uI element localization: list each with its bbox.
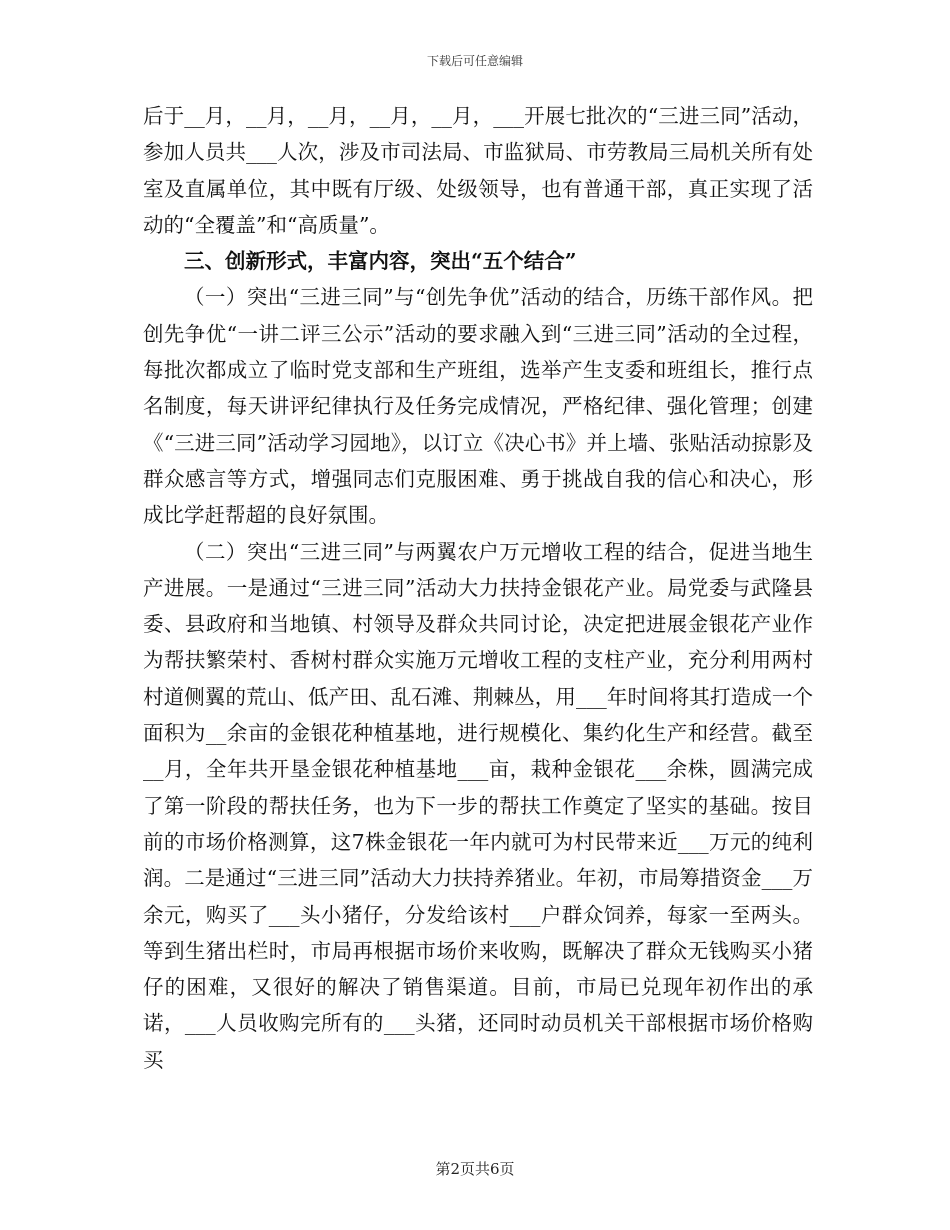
paragraph-item-1: （一）突出“三进三同”与“创先争优”活动的结合，历练干部作风。把创先争优“一讲二评三公示”活动的要求融入到“三进三同”活动的全过程，每批次都成立了临时党支部和生产班组，选举产生支委和班组长，推行点名制度，每天讲评纪律执行及任务完成情况，严格纪律、强化管理；创建《“三进三同”活动学习园地》，以订立《决心书》并上墙、张贴活动掠影及群众感言等方式，增强同志们克服困难、勇于挑战自我的信心和决心，形成比学赶帮超的良好氛围。 xyxy=(143,285,813,528)
document-body xyxy=(143,98,813,1078)
section-heading: 三、创新形式，丰富内容，突出“五个结合” xyxy=(184,249,577,274)
paragraph-item-2: （二）突出“三进三同”与两翼农户万元增收工程的结合，促进当地生产进展。一是通过“三进三同”活动大力扶持金银花产业。局党委与武隆县委、县政府和当地镇、村领导及群众共同讨论，决定把进展金银花产业作为帮扶繁荣村、香树村群众实施万元增收工程的支柱产业，充分利用两村村道侧翼的荒山、低产田、乱石滩、荆棘丛，用___年时间将其打造成一个面积为__余亩的金银花种植基地，进行规模化、集约化生产和经营。截至__月，全年共开垦金银花种植基地___亩，栽种金银花___余株，圆满完成了第一阶段的帮扶任务，也为下一步的帮扶工作奠定了坚实的基础。按目前的市场价格测算，这7株金银花一年内就可为村民带来近___万元的纯利润。二是通过“三进三同”活动大力扶持养猪业。年初，市局筹措资金___万余元，购买了___头小猪仔，分发给该村___户群众饲养，每家一至两头。等到生猪出栏时，市局再根据市场价来收购，既解决了群众无钱购买小猪仔的困难，又很好的解决了销售渠道。目前，市局已兑现年初作出的承诺，___人员收购完所有的___头猪，还同时动员机关干部根据市场价格购买 xyxy=(143,539,813,1072)
page-header: 下载后可任意编辑 xyxy=(426,54,523,68)
paragraph-continuation: 后于__月，__月，__月，__月，__月，___开展七批次的“三进三同”活动，参加人员共___人次，涉及市司法局、市监狱局、市劳教局三局机关所有处室及直属单位，其中既有厅级、处级领导，也有普通干部，真正实现了活动的“全覆盖”和“高质量”。 xyxy=(143,104,813,237)
page-footer: 第2页共6页 xyxy=(435,1160,515,1178)
